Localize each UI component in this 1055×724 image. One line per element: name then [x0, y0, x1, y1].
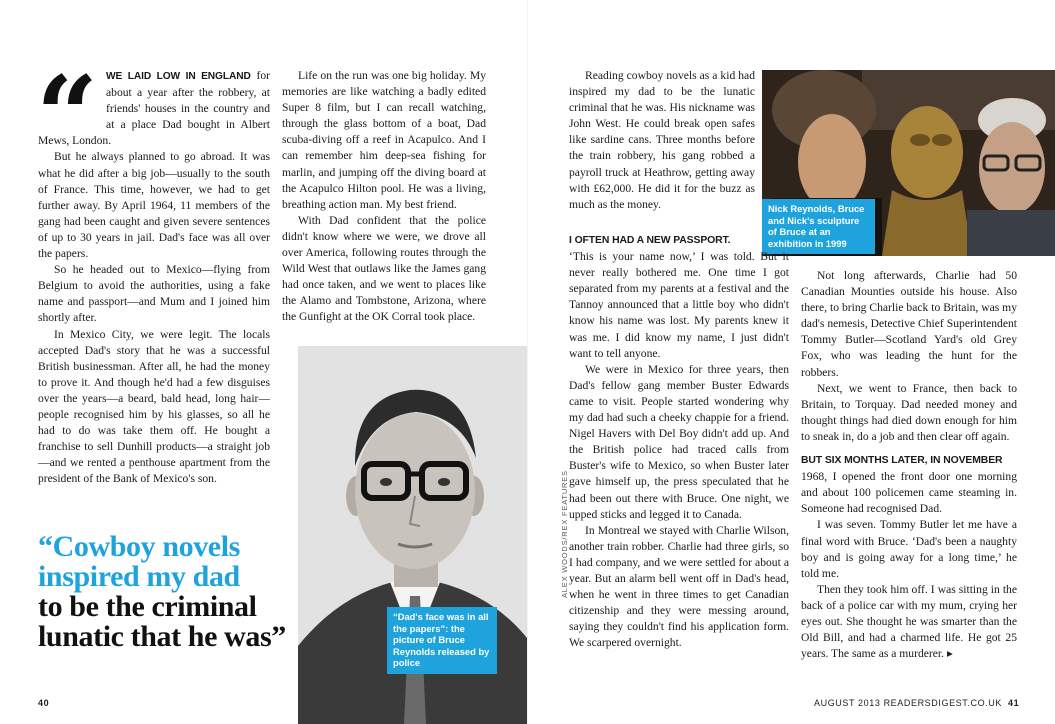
article-column-3: [569, 68, 755, 213]
article-column-3-lower: [569, 233, 789, 651]
paragraph: ‘This is your name now,’ I was told. But it never really bothered me. One time I got separated from my parents at a festival and the Tannoy announced that a little boy who didn't know his name was lost. My parents knew it was me. I did know my name, I just didn't want to tell anyone.: [569, 250, 789, 360]
page-footer-right: [814, 698, 1019, 708]
sculpture-caption: Nick Reynolds, Bruce and Nick's sculpture of Bruce at an exhibition in 1999: [762, 199, 875, 254]
paragraph: With Dad confident that the police didn't know where we were, we drove all over America, following routes through the Wild West that outlaws like the James gang had once taken, and we went to places like the Alamo and Tombstone, Arizona, where the Gunfight at the OK Corral took place.: [282, 213, 486, 324]
paragraph: Life on the run was one big holiday. My memories are like watching a badly edited Super 8 film, but I can recall watching, through the glass bottom of a boat, Dad scuba-diving off a reef in Acapulco. And I can remember him deep-sea fishing for marlin, and jumping off the diving board at the Acapulco Hilton pool. He was a living, breathing action man. My best friend.: [282, 69, 486, 211]
page-number-left: 40: [38, 698, 50, 708]
paragraph: Reading cowboy novels as a kid had inspired my dad to be the lunatic criminal that he was. His nickname was John West. He could break open safes like sardine cans. Three months before the train robbery, his gang robbed a payroll truck at Heathrow, getting away with £62,000. He did it for the buzz as much as the money.: [569, 69, 755, 211]
paragraph: [801, 582, 1017, 662]
page-number-right: 41: [1007, 698, 1020, 708]
paragraph: 1968, I opened the front door one morning and about 100 policemen came steaming in. Someone had recognised Dad.: [801, 470, 1017, 516]
photo-credit: ALEX WOODS/REX FEATURES: [560, 470, 569, 598]
pull-quote-blue: “Cowboy novels inspired my dad: [38, 530, 240, 593]
subhead: BUT SIX MONTHS LATER, IN NOVEMBER: [801, 455, 1003, 467]
open-quote-icon: [36, 68, 100, 130]
footer-text: AUGUST 2013 READERSDIGEST.CO.UK: [814, 698, 1002, 708]
paragraph: So he headed out to Mexico—flying from Belgium to avoid the authorities, using a fake name and passport—and Mum and I joined him shortly after.: [38, 263, 270, 325]
final-text: Then they took him off. I was sitting in the back of a police car with my mum, crying her eyes out. She thought he was smarter than the Old Bill, and had a charmed life. He got 25 years. The same as a murderer.: [801, 582, 1017, 661]
lead-text: for about a year after the robbery, at friends' houses in the country and at a place Dad bought in Albert Mews, London.: [38, 69, 270, 148]
lead-paragraph: [38, 68, 270, 149]
pull-quote-black: to be the criminal lunatic that he was”: [38, 590, 286, 653]
article-column-1: [38, 68, 270, 487]
pull-quote: [38, 532, 298, 652]
lead-in-caps: WE LAID LOW IN ENGLAND: [106, 71, 251, 82]
paragraph: But he always planned to go abroad. It was what he did after a big job—usually to the south of France. This time, however, we had to get further away. By April 1964, 11 members of the gang had been caught and given severe sentences of up to 30 years in jail. Dad's face was all over the papers.: [38, 150, 270, 261]
paragraph: Next, we went to France, then back to Britain, to Torquay. Dad needed money and thought things had died down enough for him to sneak in, do a job and then clear off again.: [801, 381, 1017, 443]
subhead: I OFTEN HAD A NEW PASSPORT.: [569, 235, 731, 246]
page-gutter: [527, 0, 528, 724]
article-column-2: [282, 68, 486, 326]
paragraph: I was seven. Tommy Butler let me have a final word with Bruce. ‘Dad's been a naughty boy and is going away for a long time,’ he told me.: [801, 518, 1017, 580]
paragraph: Not long afterwards, Charlie had 50 Canadian Mounties outside his house. Also there, to bring Charlie back to Britain, was my dad's nemesis, Detective Chief Superintendent Tommy Butler—Scotland Yard's old Grey Fox, who was leading the hunt for the robbers.: [801, 269, 1017, 379]
article-column-4: [801, 268, 1017, 662]
paragraph: In Mexico City, we were legit. The locals accepted Dad's story that he was a successful British businessman. After all, he had the money to prove it. And though he'd had a few disguises over the years—a beard, bald head, long hair—people recognised him by his glasses, so all he had to do was take them off. He bought a franchise to sell Dunhill products—a straight job—and we rented a penthouse apartment from the president of the Bank of Mexico's son.: [38, 327, 270, 486]
portrait-caption: “Dad's face was in all the papers”: the picture of Bruce Reynolds released by police: [387, 607, 497, 674]
end-mark-icon: ▸: [946, 647, 953, 661]
paragraph: In Montreal we stayed with Charlie Wilson, another train robber. Charlie had three girls, so I had company, and we were settled for about a year. But an alarm bell went off in Dad's head, when he went in three times to get Canadian citizenship and they were messing around, saying they couldn't find his application form. We scarpered overnight.: [569, 523, 789, 650]
paragraph: We were in Mexico for three years, then Dad's fellow gang member Buster Edwards came to visit. People started wondering why my dad had such a cheeky chappie for a friend. Nigel Havers with Del Boy didn't add up. And the British police had traced calls from Buster's wife to Mexico, so when Buster later gave himself up, the press speculated that he had been out there with Bruce. One night, we upped sticks and legged it to Canada.: [569, 362, 789, 521]
